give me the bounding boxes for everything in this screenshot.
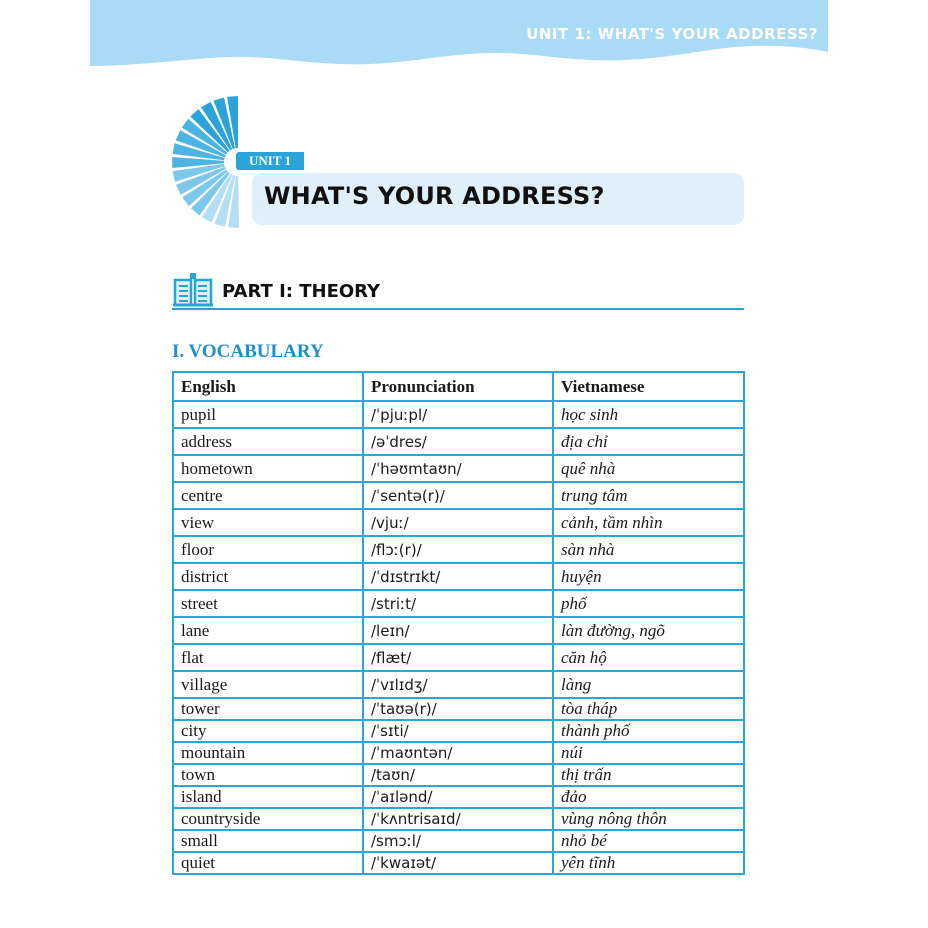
unit-badge: UNIT 1	[236, 152, 304, 170]
table-row	[173, 401, 744, 428]
vietnamese-cell: sàn nhà	[553, 536, 744, 563]
english-cell: lane	[173, 617, 363, 644]
english-cell: flat	[173, 644, 363, 671]
english-cell: city	[173, 720, 363, 742]
running-header-title: UNIT 1: WHAT'S YOUR ADDRESS?	[526, 25, 818, 43]
pronunciation-cell: /leɪn/	[363, 617, 553, 644]
english-cell: address	[173, 428, 363, 455]
english-cell: village	[173, 671, 363, 698]
vietnamese-cell: núi	[553, 742, 744, 764]
pronunciation-cell: /smɔːl/	[363, 830, 553, 852]
pronunciation-cell: /flæt/	[363, 644, 553, 671]
section-title: I. VOCABULARY	[172, 341, 324, 362]
column-header-vietnamese: Vietnamese	[553, 372, 744, 401]
pronunciation-cell: /ˈmaʊntən/	[363, 742, 553, 764]
vietnamese-cell: yên tĩnh	[553, 852, 744, 874]
pronunciation-cell: /ˈdɪstrɪkt/	[363, 563, 553, 590]
table-row	[173, 590, 744, 617]
pronunciation-cell: /ˈkwaɪət/	[363, 852, 553, 874]
vietnamese-cell: huyện	[553, 563, 744, 590]
pronunciation-cell: /ˈvɪlɪdʒ/	[363, 671, 553, 698]
vietnamese-cell: nhỏ bé	[553, 830, 744, 852]
column-header-english: English	[173, 372, 363, 401]
vietnamese-cell: tòa tháp	[553, 698, 744, 720]
table-row	[173, 698, 744, 720]
pronunciation-cell: /ˈpjuːpl/	[363, 401, 553, 428]
english-cell: town	[173, 764, 363, 786]
english-cell: tower	[173, 698, 363, 720]
pronunciation-cell: /taʊn/	[363, 764, 553, 786]
table-row	[173, 455, 744, 482]
pronunciation-cell: /ˈaɪlənd/	[363, 786, 553, 808]
part-title: PART I: THEORY	[222, 281, 381, 302]
unit-title: WHAT'S YOUR ADDRESS?	[264, 182, 605, 210]
pronunciation-cell: /flɔː(r)/	[363, 536, 553, 563]
table-row	[173, 536, 744, 563]
vocabulary-table	[172, 371, 745, 875]
table-header-row	[173, 372, 744, 401]
part-divider	[172, 308, 744, 310]
vietnamese-cell: làng	[553, 671, 744, 698]
vietnamese-cell: trung tâm	[553, 482, 744, 509]
english-cell: street	[173, 590, 363, 617]
english-cell: quiet	[173, 852, 363, 874]
vietnamese-cell: căn hộ	[553, 644, 744, 671]
table-row	[173, 852, 744, 874]
pronunciation-cell: /əˈdres/	[363, 428, 553, 455]
vietnamese-cell: thị trấn	[553, 764, 744, 786]
english-cell: pupil	[173, 401, 363, 428]
vietnamese-cell: làn đường, ngõ	[553, 617, 744, 644]
vietnamese-cell: phố	[553, 590, 744, 617]
pronunciation-cell: /ˈhəʊmtaʊn/	[363, 455, 553, 482]
pronunciation-cell: /ˈsentə(r)/	[363, 482, 553, 509]
english-cell: mountain	[173, 742, 363, 764]
table-row	[173, 742, 744, 764]
open-book-icon	[172, 272, 214, 310]
header-band	[90, 0, 828, 70]
vietnamese-cell: đảo	[553, 786, 744, 808]
english-cell: district	[173, 563, 363, 590]
english-cell: centre	[173, 482, 363, 509]
table-row	[173, 786, 744, 808]
column-header-pronunciation: Pronunciation	[363, 372, 553, 401]
english-cell: view	[173, 509, 363, 536]
table-row	[173, 617, 744, 644]
pronunciation-cell: /ˈsɪti/	[363, 720, 553, 742]
pronunciation-cell: /ˈkʌntrisaɪd/	[363, 808, 553, 830]
vietnamese-cell: học sinh	[553, 401, 744, 428]
table-row	[173, 808, 744, 830]
table-row	[173, 428, 744, 455]
vietnamese-cell: cảnh, tầm nhìn	[553, 509, 744, 536]
english-cell: small	[173, 830, 363, 852]
pronunciation-cell: /vjuː/	[363, 509, 553, 536]
table-row	[173, 720, 744, 742]
pronunciation-cell: /striːt/	[363, 590, 553, 617]
table-row	[173, 563, 744, 590]
vietnamese-cell: quê nhà	[553, 455, 744, 482]
vietnamese-cell: địa chỉ	[553, 428, 744, 455]
vietnamese-cell: thành phố	[553, 720, 744, 742]
english-cell: countryside	[173, 808, 363, 830]
english-cell: island	[173, 786, 363, 808]
vietnamese-cell: vùng nông thôn	[553, 808, 744, 830]
table-row	[173, 671, 744, 698]
english-cell: floor	[173, 536, 363, 563]
table-row	[173, 830, 744, 852]
table-row	[173, 482, 744, 509]
table-row	[173, 764, 744, 786]
table-row	[173, 644, 744, 671]
english-cell: hometown	[173, 455, 363, 482]
pronunciation-cell: /ˈtaʊə(r)/	[363, 698, 553, 720]
table-row	[173, 509, 744, 536]
